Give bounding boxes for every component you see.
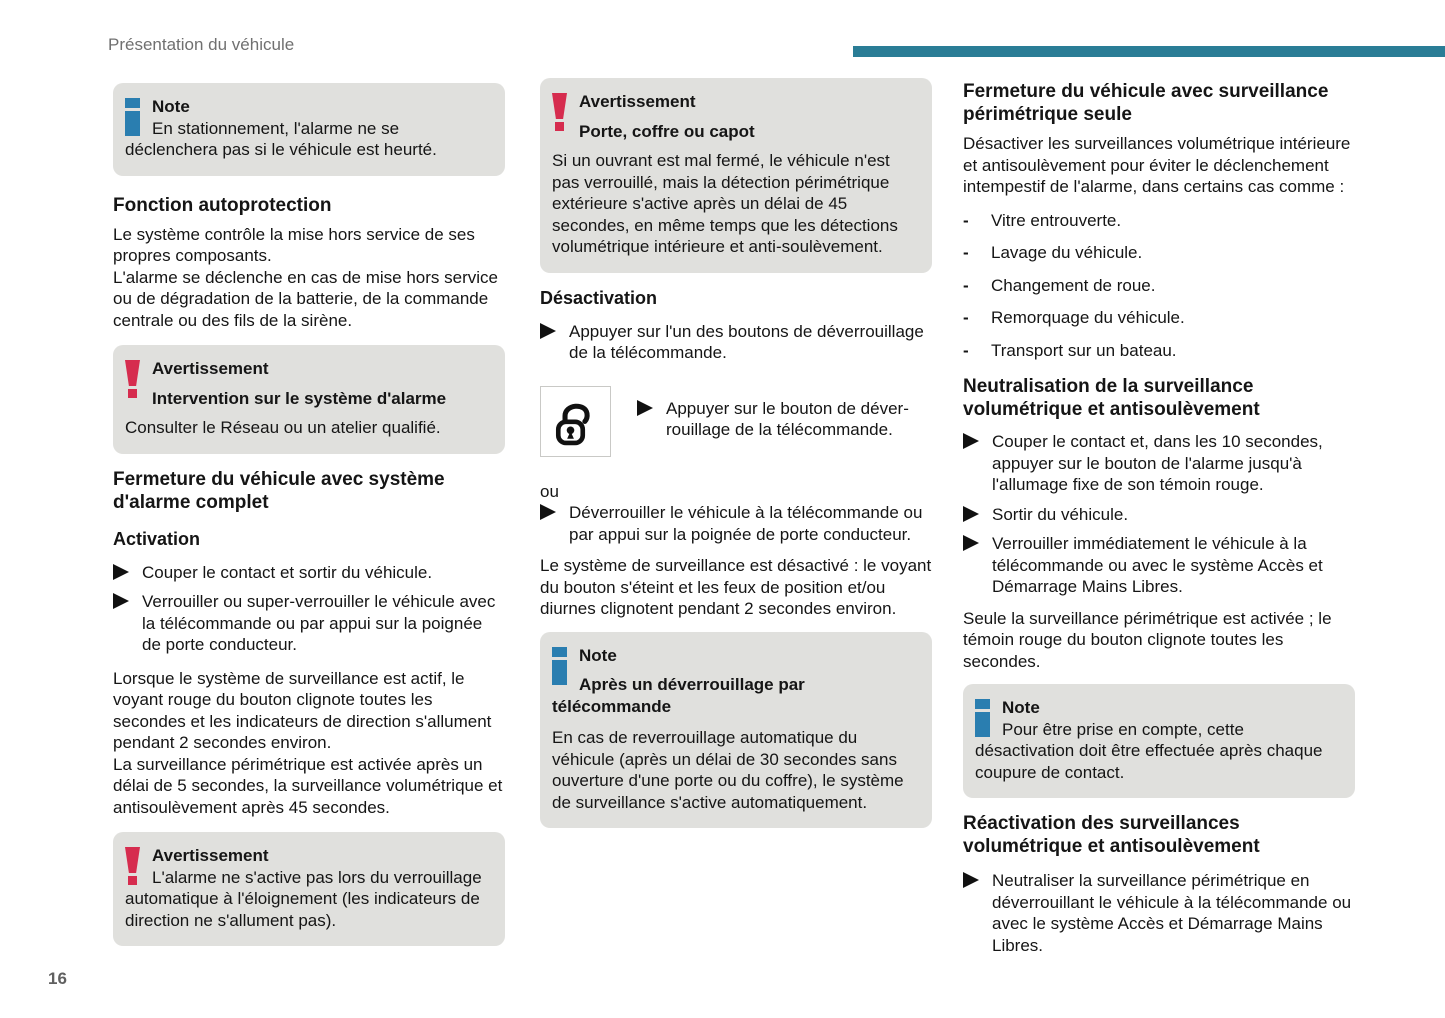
info-icon xyxy=(552,647,567,685)
warning-body: L'alarme ne s'active pas lors du verrouillage automatique à l'éloignement (les indicateurs de direction ne s'allument pas). xyxy=(125,867,482,930)
list-item xyxy=(963,504,1355,526)
warning-subtitle: Porte, coffre ou capot xyxy=(579,121,755,141)
note-box xyxy=(963,684,1355,798)
dash-icon: - xyxy=(963,308,969,327)
list-item-text: Appuyer sur le bouton de déver- xyxy=(666,398,909,418)
list-item-text: rouillage de la télécommande. xyxy=(666,420,893,439)
list-item-text: Lavage du véhicule. xyxy=(991,243,1143,262)
paragraph: Le système contrôle la mise hors service de ses propres composants. xyxy=(113,224,475,265)
bullet-arrow-icon xyxy=(963,506,979,522)
list-item-text: Neutraliser la surveillance périmétrique en déverrouillant le véhicule à la télécommande ou avec le système Accès et Démarrage Mains Libres. xyxy=(992,871,1352,955)
list-item xyxy=(963,533,1355,598)
column-middle xyxy=(540,78,932,828)
section-heading: Réactivation des surveillances volumétrique et antisoulèvement xyxy=(963,813,1260,857)
paragraph: Le système de surveillance est désactivé : le voyant du bouton s'éteint et les feux de position et/ou diurnes clignotent pendant 2 secondes environ. xyxy=(540,556,932,618)
column-left xyxy=(113,83,505,946)
section-heading: Fermeture du véhicule avec surveillance périmétrique seule xyxy=(963,81,1329,125)
warning-title: Avertissement xyxy=(152,846,269,865)
list-item xyxy=(113,562,505,584)
sub-heading: Désactivation xyxy=(540,287,658,308)
list-item xyxy=(963,431,1355,496)
paragraph: La surveillance périmétrique est activée après un délai de 5 secondes, la surveillance volumétrique et antisoulèvement après 45 secondes. xyxy=(113,754,503,817)
bullet-arrow-icon xyxy=(540,504,556,520)
or-separator: ou xyxy=(540,481,559,501)
list-item-text: Couper le contact et sortir du véhicule. xyxy=(142,562,433,582)
list-item-text: Vitre entrouverte. xyxy=(991,210,1122,230)
list-item xyxy=(540,321,932,364)
list-item-text: Verrouiller immédiatement le véhicule à la télécommande ou avec le système Accès et Démarrage Mains Libres. xyxy=(992,534,1323,596)
header-accent-bar xyxy=(853,46,1445,57)
list-item-text: Transport sur un bateau. xyxy=(991,340,1177,360)
list-item xyxy=(637,398,909,441)
warning-body: Si un ouvrant est mal fermé, le véhicule n'est pas verrouillé, mais la détection périmétrique extérieure s'active après un délai de 45 secondes, en même temps que les détections volumétrique intérieure et anti-soulèvement. xyxy=(552,151,898,256)
page-number: 16 xyxy=(48,969,67,988)
list-item-text: Appuyer sur l'un des boutons de déverrouillage de la télécommande. xyxy=(569,321,924,362)
warning-icon xyxy=(125,360,140,398)
note-title: Note xyxy=(152,97,190,116)
unlock-icon xyxy=(540,386,611,457)
dash-icon: - xyxy=(963,340,969,360)
list-item-text: Remorquage du véhicule. xyxy=(991,308,1185,327)
warning-box xyxy=(113,345,505,454)
page-header-title: Présentation du véhicule xyxy=(108,35,295,54)
bullet-arrow-icon xyxy=(963,433,979,449)
note-title: Note xyxy=(1002,698,1040,717)
note-body: En cas de reverrouillage automatique du véhicule (après un délai de 30 secondes sans ouverture d'une porte ou du coffre), le système de surveillance s'active automatiquement. xyxy=(552,728,904,812)
info-icon xyxy=(125,98,140,136)
warning-title: Avertissement xyxy=(579,92,696,111)
bullet-arrow-icon xyxy=(540,323,556,339)
list-item xyxy=(963,307,1355,329)
list-item xyxy=(963,870,1355,956)
warning-icon xyxy=(125,847,140,885)
paragraph: Lorsque le système de surveillance est actif, le voyant rouge du bouton clignote toutes les secondes et les indicateurs de direction s'allument pendant 2 secondes environ. xyxy=(113,668,492,752)
list-item-text: Couper le contact et, dans les 10 secondes, appuyer sur le bouton de l'alarme jusqu'à l'allumage fixe de son témoin rouge. xyxy=(992,432,1323,494)
warning-box xyxy=(113,832,505,946)
warning-subtitle: Intervention sur le système d'alarme xyxy=(152,388,447,408)
dash-icon: - xyxy=(963,210,969,230)
note-subtitle: Après un déverrouillage par télécommande xyxy=(552,675,805,716)
note-body: Pour être prise en compte, cette désactivation doit être effectuée après chaque coupure de contact. xyxy=(975,719,1323,782)
list-item xyxy=(113,591,505,656)
bullet-arrow-icon xyxy=(113,593,129,609)
dash-icon: - xyxy=(963,243,969,262)
list-item xyxy=(963,340,1355,362)
bullet-arrow-icon xyxy=(637,400,653,416)
warning-body: Consulter le Réseau ou un atelier qualifié. xyxy=(125,418,441,437)
section-heading: Neutralisation de la surveillance volumétrique et antisoulèvement xyxy=(963,376,1260,420)
warning-title: Avertissement xyxy=(152,359,269,378)
list-item xyxy=(540,502,932,545)
section-heading: Fermeture du véhicule avec système d'alarme complet xyxy=(113,468,445,513)
list-item-text: Déverrouiller le véhicule à la télécommande ou par appui sur la poignée de porte conducteur. xyxy=(569,503,923,544)
list-item-text: Changement de roue. xyxy=(991,275,1156,295)
dash-icon: - xyxy=(963,275,969,295)
bullet-arrow-icon xyxy=(113,564,129,580)
column-right xyxy=(963,80,1355,964)
note-title: Note xyxy=(579,645,617,665)
sub-heading: Activation xyxy=(113,528,201,549)
warning-icon xyxy=(552,93,567,131)
list-item-text: Sortir du véhicule. xyxy=(992,504,1129,524)
list-item xyxy=(963,275,1355,297)
list-item-text: Verrouiller ou super-verrouiller le véhicule avec la télécommande ou par appui sur la poignée de porte conducteur. xyxy=(142,592,496,654)
paragraph: Désactiver les surveillances volumétrique intérieure et antisoulèvement pour éviter le déclenchement intempestif de l'alarme, dans certains cas comme : xyxy=(963,134,1351,196)
bullet-arrow-icon xyxy=(963,872,979,888)
info-icon xyxy=(975,699,990,737)
paragraph: Seule la surveillance périmétrique est activée ; le témoin rouge du bouton clignote toutes les secondes. xyxy=(963,608,1332,671)
unlock-instruction-row xyxy=(540,386,932,457)
section-heading: Fonction autoprotection xyxy=(113,194,332,216)
bullet-arrow-icon xyxy=(963,535,979,551)
list-item xyxy=(963,210,1355,232)
paragraph: L'alarme se déclenche en cas de mise hors service ou de dégradation de la batterie, de la commande centrale ou des fils de la sirène. xyxy=(113,267,498,330)
list-item xyxy=(963,242,1355,264)
note-body: En stationnement, l'alarme ne se déclenchera pas si le véhicule est heurté. xyxy=(125,118,437,159)
note-box xyxy=(540,632,932,829)
note-box xyxy=(113,83,505,176)
warning-box xyxy=(540,78,932,273)
